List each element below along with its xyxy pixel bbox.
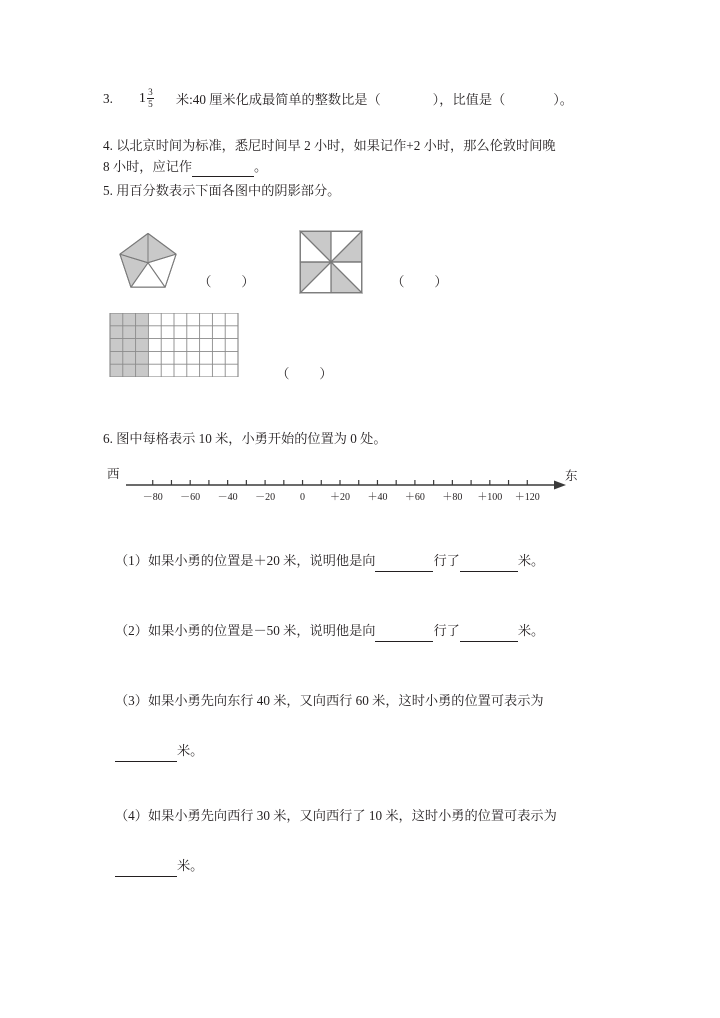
question-4-line1: 4. 以北京时间为标准，悉尼时间早 2 小时，如果记作+2 小时，那么伦敦时间晚 — [103, 138, 556, 153]
grid-cell-shaded — [136, 351, 149, 364]
sub-text-after: 米。 — [177, 743, 204, 758]
pinwheel-square-svg — [299, 230, 363, 294]
tick-label: －60 — [180, 492, 201, 503]
paren-close: ） — [241, 274, 255, 289]
tick-label: 0 — [300, 492, 306, 503]
figure-grid — [108, 313, 240, 382]
paren-close: ） — [434, 274, 448, 289]
grid-svg — [108, 313, 240, 377]
sub-text-after: 米。 — [177, 858, 204, 873]
answer-blank[interactable] — [375, 557, 433, 572]
arrow-head — [554, 481, 566, 490]
fraction-whole: 1 — [138, 90, 146, 106]
question-3-number: 3. — [103, 90, 113, 106]
tick-label: ＋100 — [477, 492, 503, 503]
question-3 — [103, 88, 573, 109]
mixed-fraction — [139, 88, 154, 109]
figure-pentagon-answer[interactable] — [185, 255, 255, 306]
question-3-text-a: 米:40 厘米化成最简单的整数比是（ — [175, 92, 381, 108]
tick-label: －40 — [217, 492, 238, 503]
grid-cell-shaded — [110, 364, 123, 377]
grid-cell-shaded — [123, 339, 136, 352]
question-4-line2 — [103, 156, 267, 177]
grid-cell-shaded — [110, 313, 123, 326]
fraction-stack — [147, 88, 154, 109]
sub-text-before: 如果小勇先向东行 40 米，又向西行 60 米，这时小勇的位置可表示为 — [147, 693, 544, 708]
sub-label: （1） — [115, 553, 148, 568]
question-6-sub-3 — [115, 690, 615, 712]
sub-label: （4） — [115, 808, 148, 823]
question-4-text-before: 8 小时，应记作 — [103, 159, 193, 174]
grid-cell-shaded — [123, 364, 136, 377]
paren-open: （ — [276, 366, 290, 381]
question-6-sub-1 — [115, 550, 615, 572]
number-line-svg — [126, 472, 566, 518]
tick-label: －20 — [255, 492, 276, 503]
paren-open: （ — [198, 274, 212, 289]
answer-blank[interactable] — [460, 627, 518, 642]
grid-cell-shaded — [123, 326, 136, 339]
sub-text-before: 如果小勇先向西行 30 米，又向西行了 10 米，这时小勇的位置可表示为 — [147, 808, 557, 823]
tick-label: ＋60 — [404, 492, 425, 503]
grid-cell-shaded — [136, 364, 149, 377]
pentagon-svg — [117, 231, 179, 289]
figure-grid-answer[interactable] — [263, 347, 333, 398]
answer-blank[interactable] — [460, 557, 518, 572]
sub-text-middle: 行了 — [433, 553, 460, 568]
question-6-sub-2 — [115, 620, 615, 642]
sub-text-middle: 行了 — [433, 623, 460, 638]
sub-label: （3） — [115, 693, 148, 708]
tick-label: ＋80 — [442, 492, 463, 503]
answer-blank[interactable] — [375, 627, 433, 642]
question-5-heading: 5. 用百分数表示下面各图中的阴影部分。 — [103, 183, 341, 198]
paren-open: （ — [391, 274, 405, 289]
grid-cell-shaded — [136, 326, 149, 339]
grid-cell-shaded — [123, 313, 136, 326]
west-label: 西 — [107, 467, 120, 481]
question-6-sub-3-answer — [115, 740, 203, 762]
question-3-text-c: ）。 — [553, 92, 573, 108]
figure-pinwheel-square — [299, 230, 363, 299]
tick-label: －80 — [142, 492, 163, 503]
tick-label: ＋20 — [330, 492, 350, 503]
grid-cell-shaded — [136, 339, 149, 352]
question-4-text-after: 。 — [254, 159, 268, 174]
grid-cell-shaded — [136, 313, 149, 326]
question-6-sub-4-answer — [115, 855, 203, 877]
tick-label: ＋40 — [367, 492, 388, 503]
grid-cell-shaded — [110, 339, 123, 352]
grid-cell-shaded — [123, 351, 136, 364]
question-6-heading: 6. 图中每格表示 10 米，小勇开始的位置为 0 处。 — [103, 431, 387, 446]
figure-square-answer[interactable] — [378, 255, 448, 306]
sub-text-after: 米。 — [517, 623, 545, 638]
tick-label: ＋120 — [514, 492, 540, 503]
grid-cell-shaded — [110, 351, 123, 364]
fraction-numerator: 3 — [148, 87, 153, 97]
sub-text-before: 如果小勇的位置是－50 米，说明他是向 — [147, 623, 376, 638]
question-6-sub-4 — [115, 805, 615, 827]
sub-label: （2） — [115, 623, 148, 638]
question-3-text-b: ），比值是（ — [432, 92, 506, 108]
grid-cell-shaded — [110, 326, 123, 339]
east-label: 东 — [565, 469, 578, 483]
figure-pentagon — [117, 231, 179, 294]
sub-text-after: 米。 — [517, 553, 545, 568]
answer-blank[interactable] — [115, 747, 177, 762]
answer-blank[interactable] — [115, 862, 177, 877]
paren-close: ） — [319, 366, 333, 381]
sub-text-before: 如果小勇的位置是＋20 米，说明他是向 — [147, 553, 376, 568]
fraction-denominator: 5 — [148, 98, 153, 109]
number-line — [0, 462, 720, 514]
answer-blank[interactable] — [192, 162, 254, 177]
